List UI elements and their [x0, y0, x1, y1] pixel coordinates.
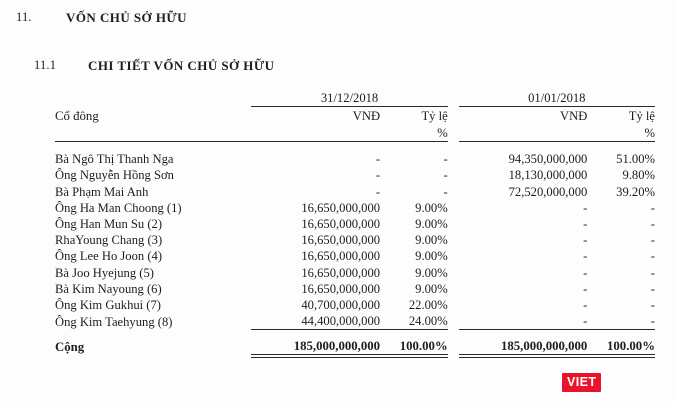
row-gap — [448, 216, 459, 232]
amount-2018-01-01: - — [583, 200, 588, 215]
section-number: 11. — [16, 10, 32, 24]
viet-watermark-badge: VIET — [562, 373, 601, 392]
amount-2018-01-01: - — [583, 249, 588, 264]
section-title: VỐN CHỦ SỞ HỮU — [66, 10, 188, 25]
percent-unit-2018-12-31: % — [380, 124, 448, 142]
table-row — [55, 200, 655, 216]
amount-2018-01-01: 94,350,000,000 — [508, 152, 588, 167]
table-row — [55, 297, 655, 313]
ratio-2018-01-01: 9.80% — [622, 168, 655, 183]
subheader-ratio-2018-12-31: Tỷ lệ — [421, 109, 448, 123]
total-ratio-2018-01-01: 100.00% — [587, 330, 655, 355]
amount-2018-12-31: 16,650,000,000 — [301, 200, 381, 215]
ratio-2018-01-01: 39.20% — [616, 184, 655, 199]
amount-2018-01-01: - — [583, 281, 588, 296]
header-body-spacer — [55, 142, 655, 152]
ratio-2018-12-31: 9.00% — [415, 200, 448, 215]
amount-2018-12-31: - — [375, 184, 381, 199]
total-amount-2018-01-01: 185,000,000,000 — [459, 330, 588, 355]
shareholder-name: Ông Ha Man Choong (1) — [55, 200, 182, 215]
section-heading — [0, 10, 678, 30]
amount-2018-01-01: 72,520,000,000 — [508, 184, 588, 199]
group-header-2018-01-01: 01/01/2018 — [459, 88, 655, 107]
ratio-2018-01-01: 51.00% — [616, 152, 655, 167]
table-row — [55, 167, 655, 183]
shareholder-name: Ông Kim Taehyung (8) — [55, 314, 173, 329]
row-gap — [448, 264, 459, 280]
ratio-2018-12-31: 24.00% — [408, 314, 448, 329]
subsection-number: 11.1 — [34, 58, 57, 72]
subheader-amount-2018-12-31: VNĐ — [352, 109, 381, 123]
ratio-2018-12-31: 9.00% — [415, 216, 448, 231]
amount-2018-12-31: 16,650,000,000 — [301, 216, 381, 231]
group-header-row — [55, 88, 655, 107]
shareholder-name: Bà Kim Nayoung (6) — [55, 281, 162, 296]
group-header-gap — [448, 88, 459, 107]
viet-watermark — [562, 374, 603, 391]
table-body — [55, 151, 655, 355]
row-gap — [448, 281, 459, 297]
row-gap — [448, 248, 459, 264]
ratio-2018-12-31: - — [443, 184, 448, 199]
row-gap — [448, 183, 459, 199]
amount-2018-12-31: 16,650,000,000 — [301, 233, 381, 248]
row-gap — [448, 200, 459, 216]
percent-row-gap — [448, 124, 459, 142]
amount-2018-12-31: 16,650,000,000 — [301, 265, 381, 280]
shareholder-name: Ông Han Mun Su (2) — [55, 216, 163, 231]
amount-2018-01-01: - — [583, 314, 588, 329]
group-header-2018-12-31: 31/12/2018 — [251, 88, 447, 107]
total-amount-2018-12-31: 185,000,000,000 — [251, 330, 380, 355]
subheader-row-percent — [55, 124, 655, 142]
subheader-amount-2018-01-01: VNĐ — [560, 109, 588, 123]
ratio-2018-12-31: 9.00% — [415, 233, 448, 248]
amount-2018-01-01: - — [583, 216, 588, 231]
amount-2018-12-31: - — [375, 152, 381, 167]
shareholder-name: Ông Nguyễn Hồng Sơn — [55, 168, 174, 183]
table-row — [55, 264, 655, 280]
ratio-2018-12-31: - — [443, 152, 448, 167]
ratio-2018-01-01: - — [650, 216, 655, 231]
subsection-heading — [0, 58, 678, 78]
table-row — [55, 248, 655, 264]
row-gap — [448, 151, 459, 167]
shareholder-name: Ông Lee Ho Joon (4) — [55, 249, 163, 264]
row-gap — [448, 313, 459, 330]
table-row — [55, 183, 655, 199]
total-label: Cộng — [55, 339, 85, 354]
table-row — [55, 232, 655, 248]
group-header-spacer — [55, 88, 251, 107]
subheader-ratio-2018-01-01: Tỷ lệ — [628, 109, 655, 123]
shareholder-name: Bà Phạm Mai Anh — [55, 184, 149, 199]
table-row — [55, 216, 655, 232]
shareholder-name: RhaYoung Chang (3) — [55, 233, 163, 248]
ratio-2018-12-31: 22.00% — [408, 297, 448, 312]
table-row — [55, 313, 655, 330]
row-gap — [448, 297, 459, 313]
ratio-2018-01-01: - — [650, 265, 655, 280]
percent-unit-2018-01-01: % — [587, 124, 655, 142]
ratio-2018-01-01: - — [650, 297, 655, 312]
table-head — [55, 88, 655, 151]
subheader-gap — [448, 107, 459, 125]
row-header-label: Cổ đông — [55, 109, 99, 123]
amount-2018-01-01: - — [583, 297, 588, 312]
ratio-2018-01-01: - — [650, 281, 655, 296]
amount-2018-01-01: - — [583, 233, 588, 248]
subheader-row-primary — [55, 107, 655, 125]
ratio-2018-01-01: - — [650, 249, 655, 264]
ratio-2018-12-31: - — [443, 168, 448, 183]
percent-row-spacer — [55, 124, 251, 142]
amount-2018-12-31: 16,650,000,000 — [301, 249, 381, 264]
ratio-2018-12-31: 9.00% — [415, 265, 448, 280]
amount-2018-01-01: - — [583, 265, 588, 280]
amount-2018-12-31: 16,650,000,000 — [301, 281, 381, 296]
row-gap — [448, 232, 459, 248]
total-ratio-2018-12-31: 100.00% — [380, 330, 448, 355]
table-row — [55, 281, 655, 297]
table-row — [55, 151, 655, 167]
shareholder-name: Bà Joo Hyejung (5) — [55, 265, 154, 280]
amount-2018-12-31: - — [375, 168, 381, 183]
shareholder-name: Bà Ngô Thị Thanh Nga — [55, 152, 174, 167]
shareholder-name: Ông Kim Gukhui (7) — [55, 297, 161, 312]
total-row — [55, 330, 655, 355]
amount-2018-12-31: 44,400,000,000 — [301, 314, 381, 329]
percent-unit-amount-right — [459, 124, 588, 142]
percent-unit-amount-left — [251, 124, 380, 142]
ratio-2018-01-01: - — [650, 233, 655, 248]
ratio-2018-12-31: 9.00% — [415, 249, 448, 264]
subsection-title: CHI TIẾT VỐN CHỦ SỞ HỮU — [88, 58, 275, 73]
total-gap — [448, 330, 459, 355]
row-gap — [448, 167, 459, 183]
ratio-2018-01-01: - — [650, 314, 655, 329]
ratio-2018-12-31: 9.00% — [415, 281, 448, 296]
equity-detail-table — [55, 88, 655, 355]
amount-2018-12-31: 40,700,000,000 — [301, 297, 381, 312]
amount-2018-01-01: 18,130,000,000 — [508, 168, 588, 183]
ratio-2018-01-01: - — [650, 200, 655, 215]
